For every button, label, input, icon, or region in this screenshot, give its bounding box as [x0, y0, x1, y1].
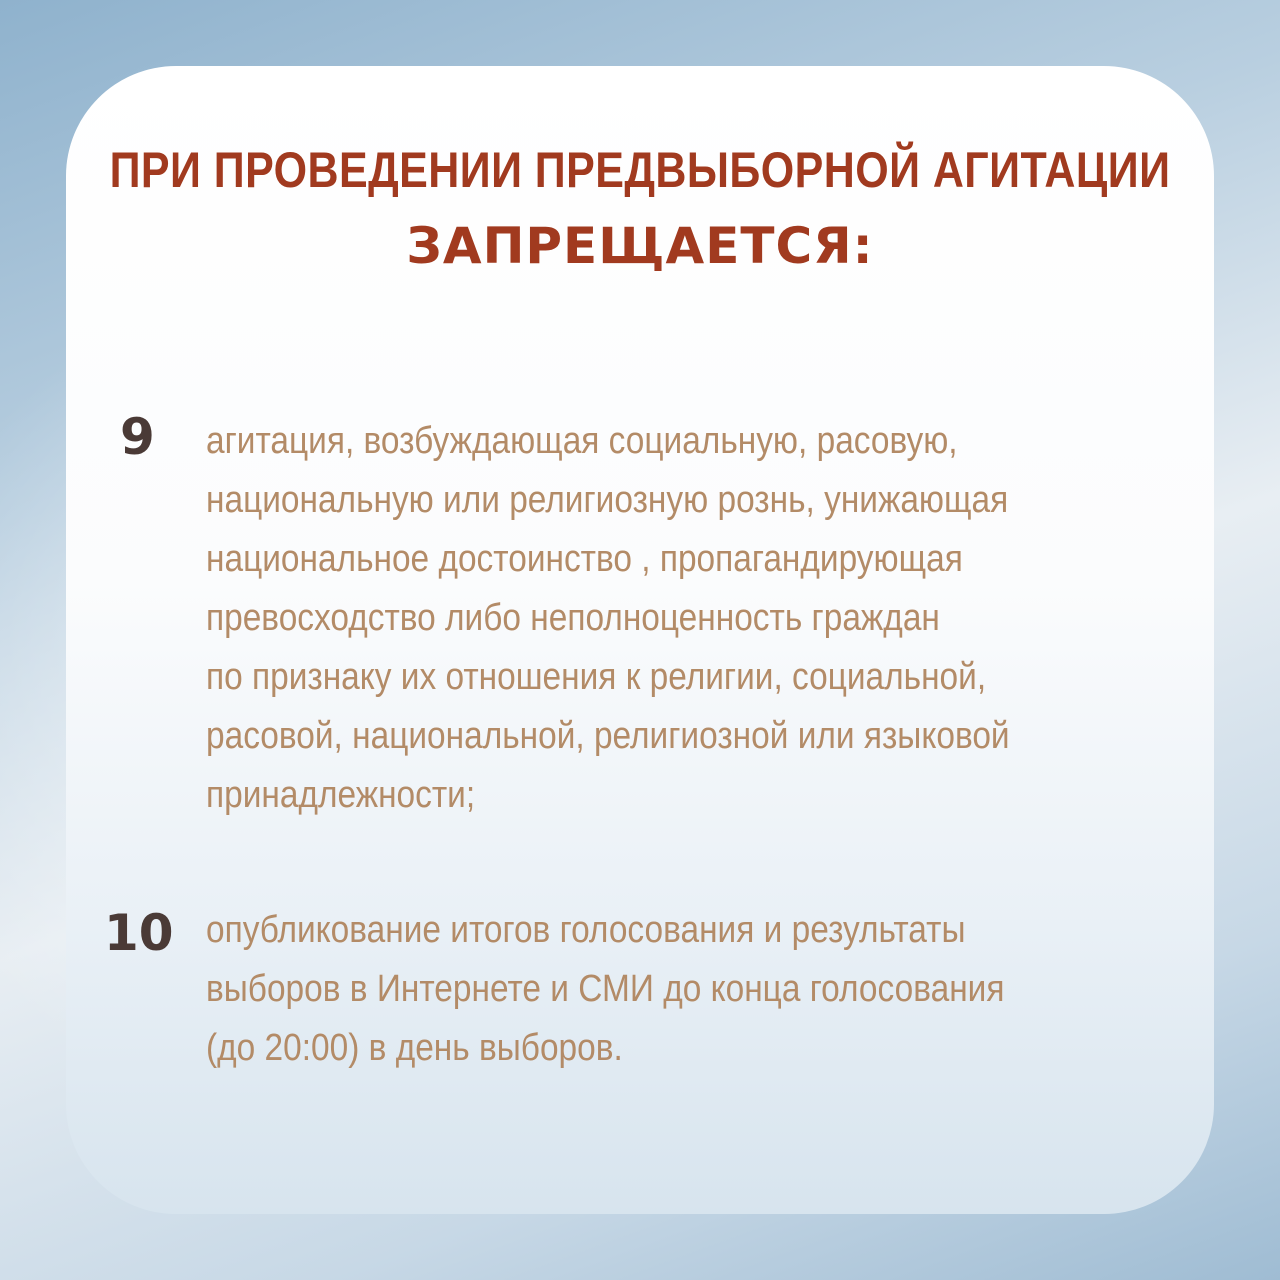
item-text-line: расовой, национальной, религиозной или языковой: [206, 715, 1010, 757]
item-text-9: [206, 412, 1010, 825]
item-text-10: [206, 901, 1004, 1078]
item-text-line: национальную или религиозную рознь, унижающая: [206, 479, 1009, 521]
item-number-9: 9: [120, 408, 155, 466]
page-title: ПРИ ПРОВЕДЕНИИ ПРЕДВЫБОРНОЙ АГИТАЦИИ: [109, 142, 1171, 198]
item-text-line: по признаку их отношения к религии, социальной,: [206, 656, 987, 698]
item-text-line: выборов в Интернете и СМИ до конца голосования: [206, 968, 1005, 1010]
page-subtitle: ЗАПРЕЩАЕТСЯ:: [406, 217, 874, 275]
item-text-line: национальное достоинство , пропагандирующая: [206, 538, 963, 580]
item-text-line: опубликование итогов голосования и результаты: [206, 909, 966, 951]
item-text-line: принадлежности;: [206, 774, 476, 816]
item-text-line: превосходство либо неполноценность граждан: [206, 597, 940, 639]
item-text-line: агитация, возбуждающая социальную, расовую,: [206, 420, 958, 462]
item-number-10: 10: [104, 904, 174, 962]
item-text-line: (до 20:00) в день выборов.: [206, 1027, 623, 1069]
